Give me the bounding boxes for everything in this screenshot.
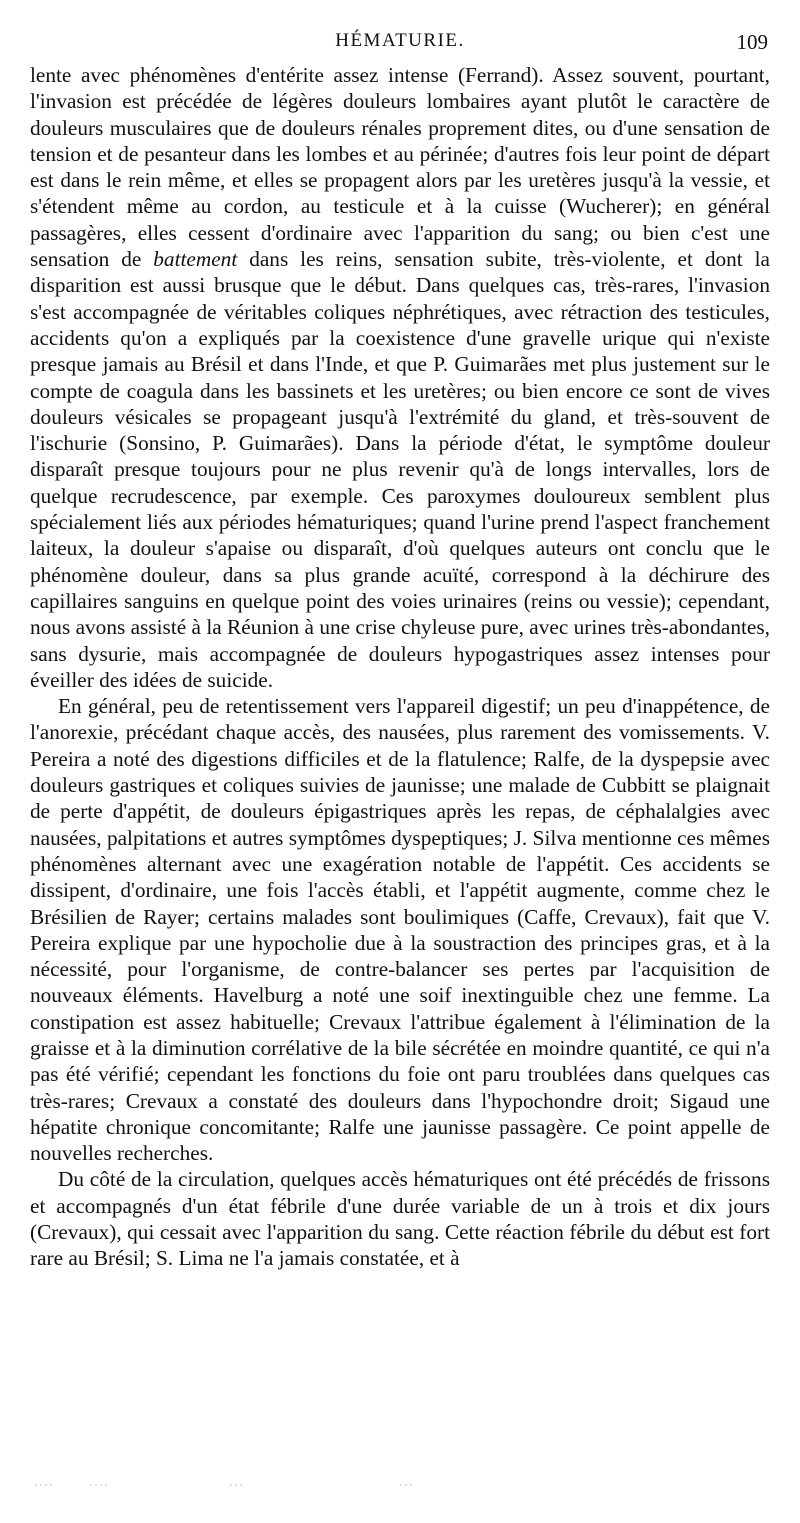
emphasized-word: battement <box>153 247 238 272</box>
paragraph-continuation <box>30 62 770 693</box>
running-header <box>30 22 770 62</box>
paragraph-circulation: Du côté de la circulation, quelques accès hématuriques ont été précédés de frissons et accompagnés d'un état fébrile d'une durée variable de un à trois et dix jours (Crevaux), qui cessait avec l'apparition du sang. Cette réaction fébrile du début est fort rare au Brésil; S. Lima ne l'a jamais constatée, et à <box>30 1167 770 1271</box>
paragraph-digestive: En général, peu de retentissement vers l'appareil digestif; un peu d'inappétence, de l'anorexie, précédant chaque accès, des nausées, plus rarement des vomissements. V. Pereira a noté des digestions difficiles et de la flatulence; Ralfe, de la dyspepsie avec douleurs gastriques et coliques suivies de jaunisse; une malade de Cubbitt se plaignait de perte d'appétit, de douleurs épigastriques après les repas, de céphalalgies avec nausées, palpitations et autres symptômes dyspeptiques; J. Silva mentionne ces mêmes phénomènes alternant avec une exagération notable de l'appétit. Ces accidents se dissipent, d'ordinaire, une fois l'accès établi, et l'appétit augmente, comme chez le Brésilien de Rayer; certains malades sont boulimiques (Caffe, Crevaux), fait que V. Pereira explique par une hypocholie due à la soustraction des principes gras, et à la nécessité, pour l'organisme, de contre-balancer ses pertes par l'acquisition de nouveaux éléments. Havelburg a noté une soif inextinguible chez une femme. La constipation est assez habituelle; Crevaux l'attribue également à l'élimination de la graisse et à la diminution corrélative de la bile sécrétée en moindre quantité, ce qui n'a pas été vérifié; cependant les fonctions du foie ont paru troublées dans quelques cas très-rares; Crevaux a constaté des douleurs dans l'hypochondre droit; Sigaud une hépatite chronique concomitante; Ralfe une jaunisse passagère. Ce point appelle de nouvelles recherches. <box>30 694 770 1166</box>
body-text <box>30 62 770 1272</box>
paragraph-text: dans les reins, sensation subite, très-violente, et dont la disparition est aussi brusque que le début. Dans quelques cas, très-rares, l'invasion s'est accompagnée de véritables coliques néphrétiques, avec rétraction des testicules, accidents qu'on a expliqués par la coexistence d'une gravelle urique qui n'existe presque jamais au Brésil et dans l'Inde, et que P. Guimarães met plus justement sur le compte de coagula dans les bassinets et les uretères; ou bien encore ce sont de vives douleurs vésicales se propageant jusqu'à l'extrémité du gland, et très-souvent de l'ischurie (Sonsino, P. Guimarães). Dans la période d'état, le symptôme douleur disparaît presque toujours pour ne plus revenir qu'à de longs intervalles, lors de quelque recrudescence, par exemple. Ces paroxymes douloureux semblent plus spécialement liés aux périodes hématuriques; quand l'urine prend l'aspect franchement laiteux, la douleur s'apaise ou disparaît, d'où quelques auteurs ont conclu que le phénomène douleur, dans sa plus grande acuïté, correspond à la déchirure des capillaires sanguins en quelque point des voies urinaires (reins ou vessie); cependant, nous avons assisté à la Réunion à une crise chyleuse pure, avec urines très-abondantes, sans dysurie, mais accompagnée de douleurs hypogastriques assez intenses pour éveiller des idées de suicide. <box>30 247 770 692</box>
running-title: HÉMATURIE. <box>335 30 465 51</box>
document-page <box>30 22 770 1272</box>
scan-artifact <box>30 1482 430 1488</box>
paragraph-text: lente avec phénomènes d'entérite assez intense (Ferrand). Assez souvent, pourtant, l'invasion est précédée de légères douleurs lombaires ayant plutôt le caractère de douleurs musculaires que de douleurs rénales proprement dites, ou d'une sensation de tension et de pesanteur dans les lombes et au périnée; d'autres fois leur point de départ est dans le rein même, et elles se propagent alors par les uretères jusqu'à la vessie, et s'étendent même au cordon, au testicule et à la cuisse (Wucherer); en général passagères, elles cessent d'ordinaire avec l'apparition du sang; ou bien c'est une sensation de <box>30 63 770 272</box>
page-number: 109 <box>736 30 768 54</box>
